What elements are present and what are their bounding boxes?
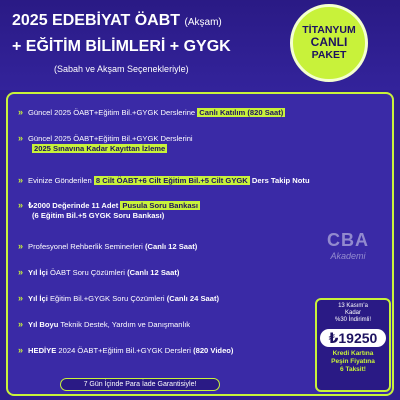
feature-item-3: » Evinize Gönderilen 8 Cilt ÖABT+6 Cilt Eğitim Bil.+5 Cilt GYGK Ders Takip Notu — [18, 175, 310, 185]
feature-item-7: » Yıl İçi Eğitim Bil.+GYGK Soru Çözümleri (Canlı 24 Saat) — [18, 293, 220, 303]
title-main: 2025 EDEBİYAT ÖABT — [12, 12, 181, 29]
package-badge — [290, 4, 368, 82]
guarantee-banner: 7 Gün İçinde Para İade Garantisiyle! — [60, 378, 220, 391]
badge-line-2: CANLI — [310, 35, 348, 50]
feature-item-9: » HEDİYE 2024 ÖABT+Eğitim Bil.+GYGK Dersleri (820 Video) — [18, 345, 234, 355]
feature-highlight: 8 Cilt ÖABT+6 Cilt Eğitim Bil.+5 Cilt GYGK — [95, 176, 248, 185]
chevron-right-icon: » — [18, 241, 24, 251]
chevron-right-icon: » — [18, 267, 24, 277]
title-suffix: (Akşam) — [184, 17, 222, 28]
chevron-right-icon: » — [18, 175, 24, 185]
chevron-right-icon: » — [18, 293, 24, 303]
header — [0, 0, 400, 90]
feature-item-6: » Yıl İçi ÖABT Soru Çözümleri (Canlı 12 Saat) — [18, 267, 180, 277]
price-box: 13 Kasım'a Kadar %30 İndirimli! ₺19250 Kredi Kartına Peşin Fiyatına 6 Taksit! — [315, 298, 391, 392]
feature-item-2: » Güncel 2025 ÖABT+Eğitim Bil.+GYGK Derslerini 2025 Sınavına Kadar Kayıttan İzleme — [18, 133, 193, 154]
subtitle: (Sabah ve Akşam Seçenekleriyle) — [54, 64, 189, 74]
cba-akademi-logo: CBA Akademi — [327, 230, 369, 261]
title-line-1 — [12, 12, 222, 30]
feature-item-4: » ₺2000 Değerinde 11 Adet Pusula Soru Bankası (6 Eğitim Bil.+5 GYGK Soru Bankası) — [18, 200, 198, 221]
price-value: ₺19250 — [320, 329, 386, 347]
feature-item-8: » Yıl Boyu Teknik Destek, Yardım ve Danışmanlık — [18, 319, 191, 329]
feature-highlight: 2025 Sınavına Kadar Kayıttan İzleme — [34, 144, 166, 154]
chevron-right-icon: » — [18, 319, 24, 329]
feature-highlight: Pusula Soru Bankası — [122, 201, 198, 210]
badge-line-3: PAKET — [311, 48, 347, 61]
title-line-2: + EĞİTİM BİLİMLERİ + GYGK — [12, 38, 231, 55]
chevron-right-icon: » — [18, 107, 24, 117]
chevron-right-icon: » — [18, 200, 24, 210]
chevron-right-icon: » — [18, 345, 24, 355]
feature-highlight: Canlı Katılım (820 Saat) — [199, 108, 284, 117]
badge-line-1: TİTANYUM — [302, 23, 356, 36]
feature-item-5: » Profesyonel Rehberlik Seminerleri (Canlı 12 Saat) — [18, 241, 198, 251]
feature-item-1: » Güncel 2025 ÖABT+Eğitim Bil.+GYGK Derslerine Canlı Katılım (820 Saat) — [18, 107, 284, 117]
chevron-right-icon: » — [18, 133, 24, 143]
